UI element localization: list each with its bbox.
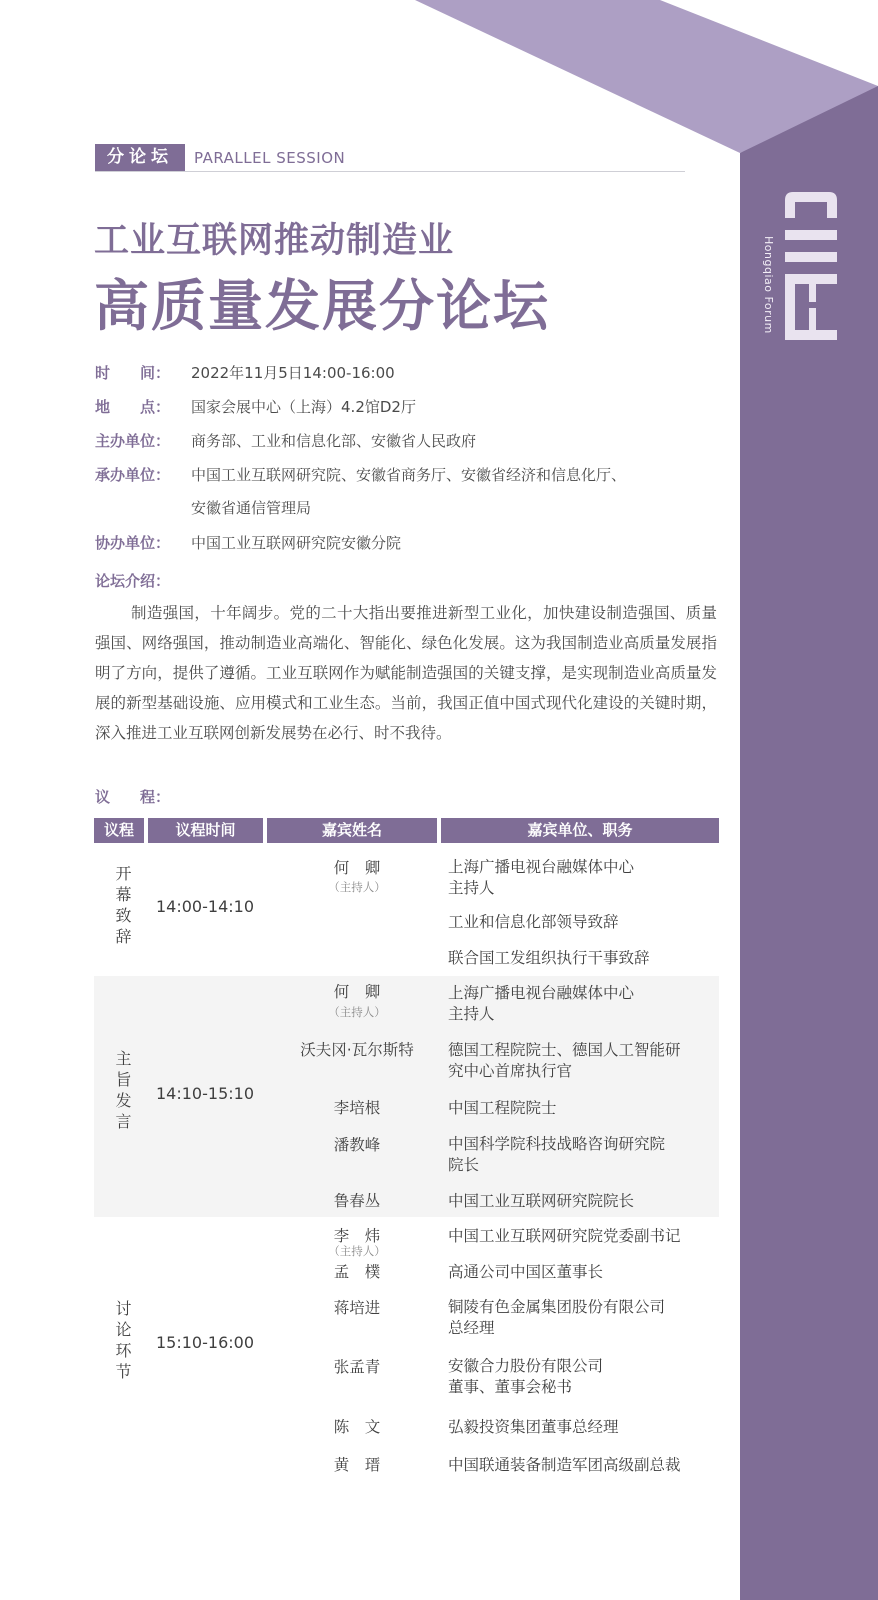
info-label: 主办单位：: [95, 432, 171, 450]
guest-org-line: 高通公司中国区董事长: [448, 1263, 604, 1281]
info-value-line1: 中国工业互联网研究院、安徽省商务厅、安徽省经济和信息化厅、: [191, 466, 627, 484]
session-divider: [95, 171, 685, 172]
guest-org: [448, 1098, 708, 1119]
guest-name: 沃夫冈·瓦尔斯特: [300, 1041, 414, 1059]
guest-org-line: 主持人: [448, 879, 495, 897]
guest-org-line: 上海广播电视台融媒体中心: [448, 858, 635, 876]
info-value: 中国工业互联网研究院安徽分院: [191, 534, 402, 552]
guest-org-line: 究中心首席执行官: [448, 1062, 573, 1080]
guest-org-line: 院长: [448, 1156, 480, 1174]
info-value: 2022年11月5日14:00-16:00: [191, 364, 395, 382]
forum-title-line1: 工业互联网推动制造业: [94, 221, 455, 261]
info-value-line2: 安徽省通信管理局: [191, 499, 312, 517]
guest-org-line: 中国联通装备制造军团高级副总裁: [448, 1456, 681, 1474]
guest-org-line: 弘毅投资集团董事总经理: [448, 1418, 619, 1436]
guest-org-line: 董事、董事会秘书: [448, 1378, 573, 1396]
info-label: 承办单位：: [95, 466, 171, 484]
forum-title-line2: 高质量发展分论坛: [94, 274, 551, 338]
guest-org-line: 总经理: [448, 1319, 495, 1337]
guest-name: 陈 文: [333, 1418, 381, 1436]
guest-name: 李 炜: [333, 1227, 381, 1245]
guest-org: [448, 1226, 708, 1247]
guest-name: 黄 瑨: [333, 1456, 381, 1474]
intro-text: 制造强国，十年阔步。党的二十大指出要推进新型工业化，加快建设制造强国、质量强国、网络强国，推动制造业高端化、智能化、绿色化发展。这为我国制造业高质量发展指明了方向，提供了遵循。工业互联网作为赋能制造强国的关键支撑，是实现制造业高质量发展的新型基础设施、应用模式和工业生态。当前，我国正值中国式现代化建设的关键时期，深入推进工业互联网创新发展势在必行、时不我待。: [95, 604, 717, 742]
table-header-session: 议程: [94, 818, 144, 843]
guest-note: （主持人）: [328, 880, 386, 894]
info-label: 时 间：: [95, 364, 171, 382]
guest-org-line: 中国科学院科技战略咨询研究院: [448, 1135, 666, 1153]
guest-org: [448, 912, 708, 933]
guest-note: （主持人）: [328, 1005, 386, 1019]
ciie-logo: [781, 190, 841, 342]
guest-org-line: 安徽合力股份有限公司: [448, 1357, 604, 1375]
agenda-label: 议 程：: [95, 788, 171, 806]
logo-letter-e: [785, 274, 837, 340]
guest-name: 蒋培进: [333, 1299, 381, 1317]
info-value: 商务部、工业和信息化部、安徽省人民政府: [191, 432, 477, 450]
info-value: 国家会展中心（上海）4.2馆D2厅: [191, 398, 416, 416]
guest-org-line: 主持人: [448, 1005, 495, 1023]
guest-name: 李培根: [333, 1099, 381, 1117]
guest-org: [448, 1040, 708, 1082]
guest-note: （主持人）: [328, 1244, 386, 1258]
guest-name: 何 卿: [333, 859, 381, 877]
guest-org: [448, 1134, 708, 1176]
guest-org: [448, 1191, 708, 1212]
info-label: 地 点：: [95, 398, 171, 416]
session-tag: 分论坛: [95, 144, 185, 171]
guest-name: 张孟青: [333, 1358, 381, 1376]
agenda-section-time: 14:10-15:10: [156, 1084, 254, 1103]
guest-org-line: 工业和信息化部领导致辞: [448, 913, 619, 931]
guest-org-line: 中国工业互联网研究院党委副书记: [448, 1227, 681, 1245]
guest-org-line: 中国工程院院士: [448, 1099, 557, 1117]
guest-org-line: 联合国工发组织执行干事致辞: [448, 949, 650, 967]
table-header-guest: 嘉宾姓名: [267, 818, 437, 843]
guest-org: [448, 1356, 708, 1398]
table-header-time: 议程时间: [148, 818, 263, 843]
logo-subtitle: Hongqiao Forum: [762, 236, 775, 334]
intro-label: 论坛介绍：: [95, 572, 171, 590]
guest-org: [448, 1297, 708, 1339]
agenda-section-name: 讨论环节: [113, 1300, 132, 1384]
logo-letter-i: [785, 230, 837, 240]
guest-name: 鲁春丛: [333, 1192, 381, 1210]
info-label: 协办单位：: [95, 534, 171, 552]
guest-org: [448, 1417, 708, 1438]
guest-name: 孟 樸: [333, 1263, 381, 1281]
logo-letter-c: [785, 192, 837, 218]
agenda-section-name: 主旨发言: [113, 1050, 132, 1134]
guest-org-line: 铜陵有色金属集团股份有限公司: [448, 1298, 666, 1316]
agenda-section-time: 15:10-16:00: [156, 1333, 254, 1352]
guest-org-line: 中国工业互联网研究院院长: [448, 1192, 635, 1210]
guest-org: [448, 857, 708, 899]
guest-org-line: 德国工程院院士、德国人工智能研: [448, 1041, 681, 1059]
guest-org: [448, 948, 708, 969]
guest-org: [448, 1455, 708, 1476]
agenda-section-name: 开幕致辞: [113, 865, 132, 949]
table-header-org: 嘉宾单位、职务: [441, 818, 719, 843]
guest-org: [448, 1262, 708, 1283]
guest-name: 何 卿: [333, 983, 381, 1001]
agenda-section-time: 14:00-14:10: [156, 897, 254, 916]
guest-org-line: 上海广播电视台融媒体中心: [448, 984, 635, 1002]
guest-org: [448, 983, 708, 1025]
session-english-label: PARALLEL SESSION: [194, 149, 346, 167]
guest-name: 潘教峰: [333, 1136, 381, 1154]
logo-letter-i-2: [785, 252, 837, 262]
